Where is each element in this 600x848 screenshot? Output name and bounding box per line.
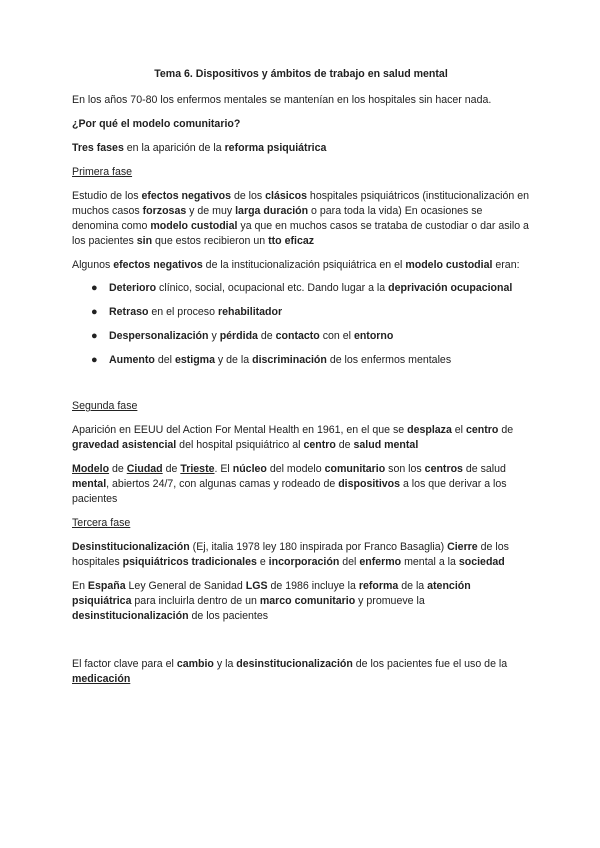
text-span: de los enfermos mentales: [326, 354, 452, 366]
text-span: mental a la: [401, 556, 459, 568]
bold-span: España: [87, 580, 126, 592]
text-span: Ley General de Sanidad: [125, 580, 246, 592]
bold-span: efectos negativos: [141, 190, 231, 202]
bold-span: Tres fases: [72, 142, 124, 154]
fase1-paragraph-2: [72, 258, 530, 273]
text-span: con el: [319, 330, 354, 342]
text-span: (Ej, italia 1978 ley 180 inspirada por Franco Basaglia): [189, 541, 448, 553]
bold-span: rehabilitador: [217, 306, 283, 318]
fase2-paragraph-2: [72, 462, 530, 507]
bold-span: comunitario: [324, 463, 386, 475]
text-span: en la aparición de la: [123, 142, 225, 154]
text-span: que estos recibieron un: [152, 235, 269, 247]
text-span: de: [335, 439, 354, 451]
bold-span: desinstitucionalización: [72, 610, 189, 622]
bold-span: discriminación: [252, 354, 327, 366]
text-span: de: [162, 463, 181, 475]
text-span: e: [256, 556, 269, 568]
bold-span: LGS: [245, 580, 268, 592]
bold-span: enfermo: [359, 556, 402, 568]
section-heading-tercera-fase: [72, 516, 530, 531]
bold-span: cambio: [176, 658, 214, 670]
bold-span: forzosas: [142, 205, 187, 217]
text-span: son los: [385, 463, 425, 475]
bold-span: núcleo: [232, 463, 267, 475]
bold-span: sin: [136, 235, 153, 247]
bullet-icon: ●: [91, 330, 98, 342]
list-item: [72, 353, 530, 368]
bold-span: desplaza: [407, 424, 452, 436]
text-span: del modelo: [266, 463, 325, 475]
effects-bullet-list: [72, 281, 530, 368]
text-span: para incluirla dentro de un: [131, 595, 260, 607]
bold-span: deprivación ocupacional: [388, 282, 513, 294]
text-span: de la institucionalización psiquiátrica en el: [202, 259, 406, 271]
bold-span: sociedad: [458, 556, 505, 568]
text-span: , abiertos 24/7, con algunas camas y rodeado de: [106, 478, 339, 490]
bold-span: Despersonalización: [109, 330, 209, 342]
bullet-icon: ●: [91, 282, 98, 294]
section-heading-text: Tercera fase: [72, 517, 131, 529]
text-span: de: [257, 330, 276, 342]
text-span: de salud: [462, 463, 506, 475]
page-title: Tema 6. Dispositivos y ámbitos de trabajo en salud mental: [154, 68, 448, 80]
bold-span: reforma: [358, 580, 399, 592]
bold-span: efectos negativos: [113, 259, 203, 271]
bold-span: entorno: [353, 330, 394, 342]
bold-span: pérdida: [219, 330, 258, 342]
text-span: Algunos: [72, 259, 114, 271]
conclusion-paragraph: [72, 657, 530, 687]
text-span: de los hospitales: [72, 541, 509, 568]
bold-span: gravedad asistencial: [72, 439, 177, 451]
bold-span: Deterioro: [109, 282, 157, 294]
section-heading-text: Primera fase: [72, 166, 133, 178]
fase2-paragraph-1: [72, 423, 530, 453]
bold-span: Cierre: [447, 541, 478, 553]
text-span: El factor clave para el: [72, 658, 177, 670]
bold-span: tto eficaz: [268, 235, 315, 247]
text-span: en el proceso: [148, 306, 218, 318]
bold-span: incorporación: [268, 556, 340, 568]
text-span: de los pacientes fue el uso de la: [352, 658, 508, 670]
bold-span: psiquiátricos tradicionales: [122, 556, 257, 568]
list-item: [72, 281, 530, 296]
text-span: Aparición en EEUU del Action For Mental Health en 1961, en el que se: [72, 424, 408, 436]
text-span: del: [339, 556, 360, 568]
bold-span: mental: [72, 478, 107, 490]
fase3-paragraph-1: [72, 540, 530, 570]
bold-span: centro: [303, 439, 336, 451]
bold-span: desinstitucionalización: [236, 658, 353, 670]
bold-span: centro: [465, 424, 499, 436]
text-span: o para toda la vida) En ocasiones se denomina como: [72, 205, 483, 232]
bold-span: atención psiquiátrica: [72, 580, 471, 607]
fase3-paragraph-2: [72, 579, 530, 624]
text-span: y la: [213, 658, 237, 670]
bold-span: Desinstitucionalización: [72, 541, 190, 553]
bold-span: centros: [424, 463, 463, 475]
text-span: ya que en muchos casos se trataba de custodiar o dar asilo a los pacientes: [72, 220, 529, 247]
text-span: . El: [214, 463, 233, 475]
question-heading: [72, 117, 530, 132]
bold-underline-span: Modelo: [72, 463, 110, 475]
bold-span: larga duración: [235, 205, 309, 217]
text-span: a los que derivar a los pacientes: [72, 478, 507, 505]
bold-underline-span: Trieste: [180, 463, 215, 475]
text-span: del hospital psiquiátrico al: [176, 439, 304, 451]
section-heading-segunda-fase: [72, 399, 530, 414]
intro-paragraph: En los años 70-80 los enfermos mentales se mantenían en los hospitales sin hacer nada.: [72, 94, 492, 106]
bold-underline-span: medicación: [72, 673, 131, 685]
text-span: clínico, social, ocupacional etc. Dando lugar a la: [156, 282, 389, 294]
spacer: [72, 624, 530, 657]
bold-span: marco comunitario: [259, 595, 356, 607]
text-span: de: [498, 424, 514, 436]
text-span: de los: [231, 190, 266, 202]
section-heading-primera-fase: [72, 165, 530, 180]
bold-underline-span: Ciudad: [126, 463, 163, 475]
text-span: de: [109, 463, 127, 475]
text-span: de 1986 incluye la: [267, 580, 359, 592]
text-span: eran:: [492, 259, 520, 271]
text-span: de la: [398, 580, 428, 592]
fase1-paragraph-1: [72, 189, 530, 249]
bullet-icon: ●: [91, 306, 98, 318]
text-span: Estudio de los: [72, 190, 142, 202]
text-span: y de la: [214, 354, 253, 366]
bold-span: reforma psiquiátrica: [224, 142, 327, 154]
text-span: y de muy: [186, 205, 236, 217]
list-item: [72, 329, 530, 344]
text-span: En: [72, 580, 88, 592]
list-item: [72, 305, 530, 320]
bold-span: estigma: [174, 354, 215, 366]
bullet-icon: ●: [91, 354, 98, 366]
text-span: y: [208, 330, 220, 342]
tres-fases-paragraph: [72, 141, 530, 156]
text-span: hospitales psiquiátricos (institucionalización en muchos casos: [72, 190, 529, 217]
bold-span: contacto: [275, 330, 320, 342]
bold-span: clásicos: [265, 190, 307, 202]
bold-span: modelo custodial: [150, 220, 238, 232]
document-content: [72, 67, 530, 687]
text-span: de los pacientes: [188, 610, 269, 622]
bold-span: Aumento: [109, 354, 155, 366]
text-span: y promueve la: [355, 595, 425, 607]
text-span: el: [451, 424, 466, 436]
question-text: ¿Por qué el modelo comunitario?: [72, 118, 241, 130]
bold-span: Retraso: [109, 306, 149, 318]
text-span: del: [154, 354, 175, 366]
section-heading-text: Segunda fase: [72, 400, 138, 412]
bold-span: modelo custodial: [405, 259, 493, 271]
bold-span: dispositivos: [338, 478, 401, 490]
spacer: [72, 377, 530, 399]
bold-span: salud mental: [353, 439, 419, 451]
